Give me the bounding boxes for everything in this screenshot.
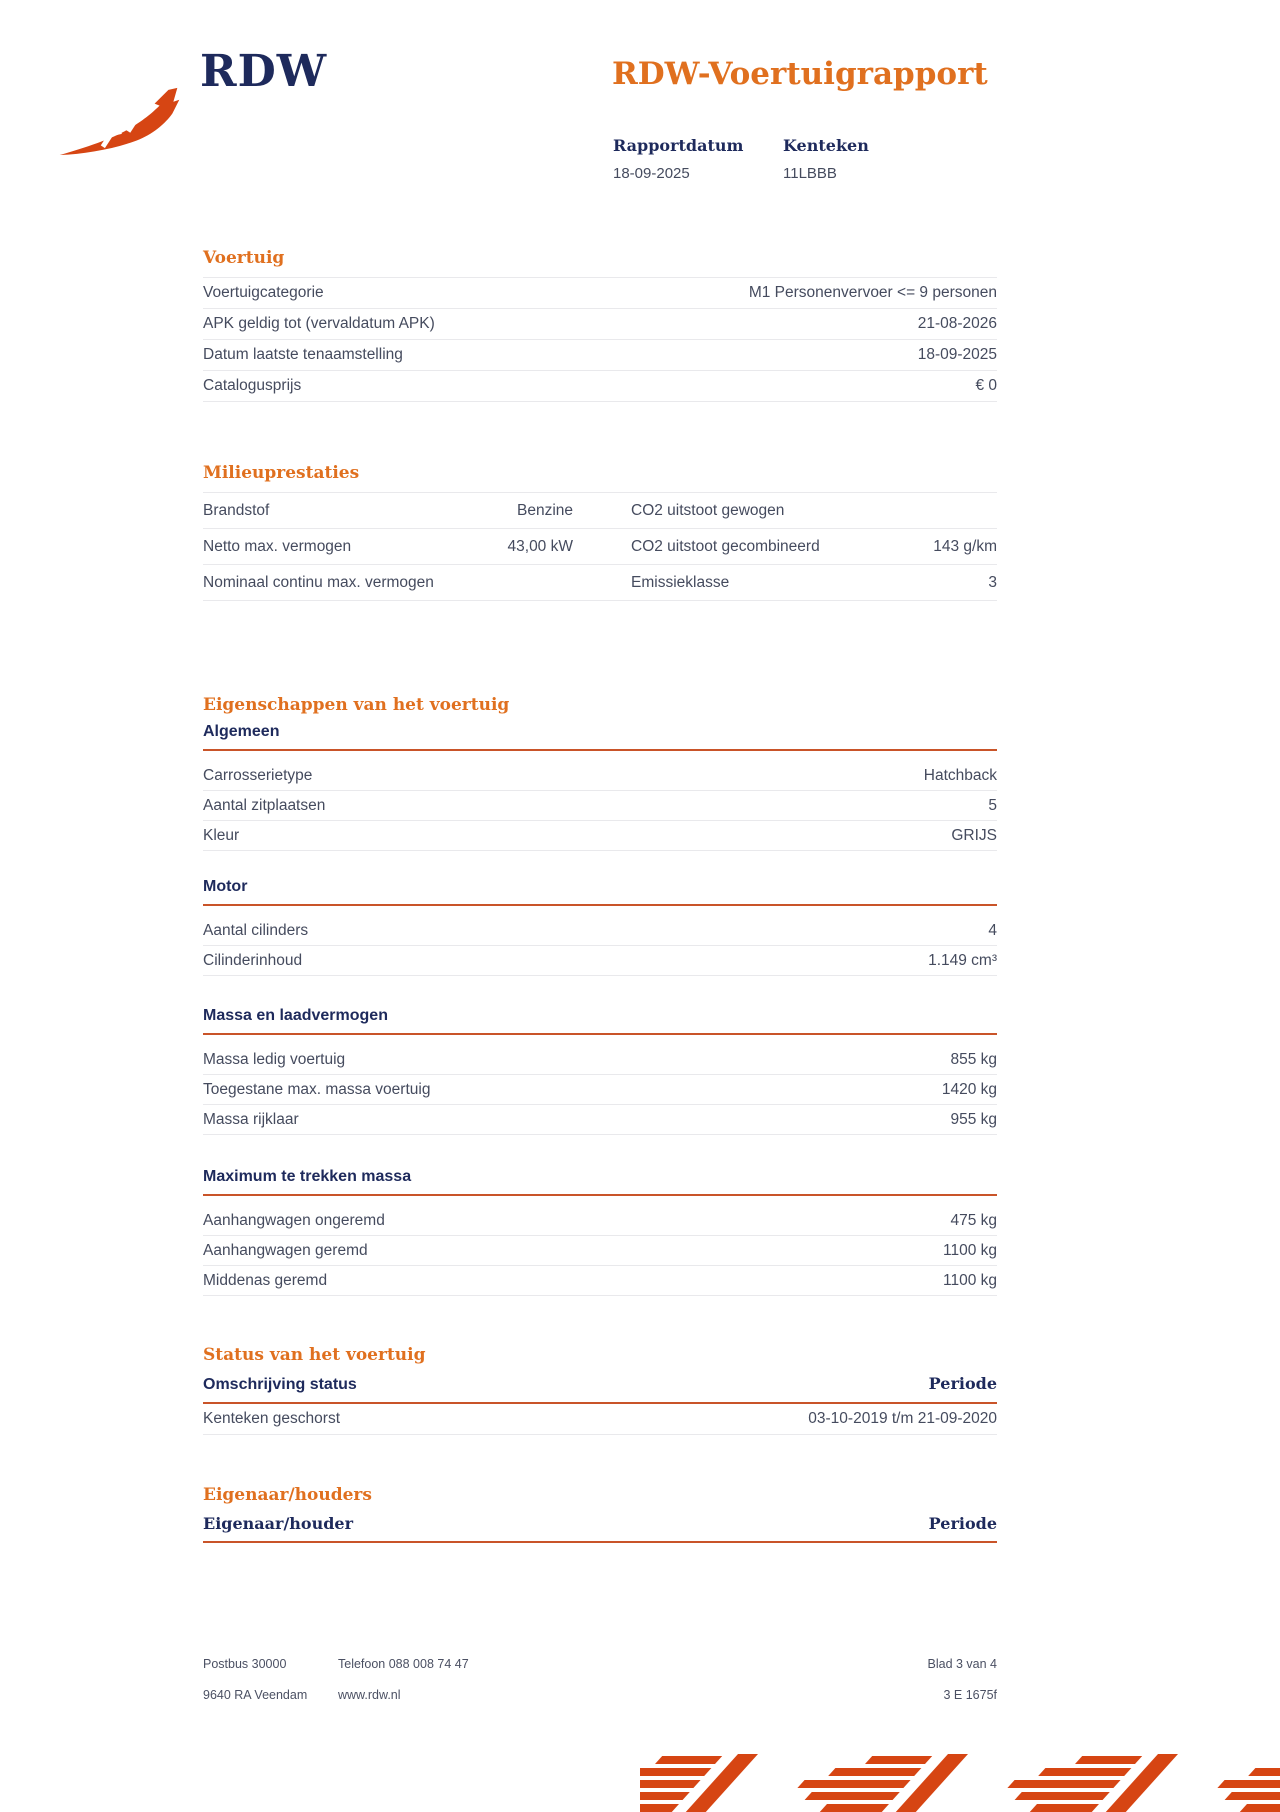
section-heading: Status van het voertuig bbox=[203, 1345, 426, 1365]
section-eigenaar-houders bbox=[203, 1485, 997, 1543]
table-row bbox=[203, 1404, 997, 1435]
row-label: CO2 uitstoot gecombineerd bbox=[631, 537, 820, 555]
table-row bbox=[203, 1236, 997, 1266]
column-header-periode: Periode bbox=[928, 1374, 997, 1393]
section-heading: Eigenschappen van het voertuig bbox=[203, 695, 510, 715]
table-row bbox=[203, 371, 997, 402]
rdw-logo-wordmark: RDW bbox=[200, 46, 328, 97]
row-label: APK geldig tot (vervaldatum APK) bbox=[203, 315, 435, 332]
section-status bbox=[203, 1345, 997, 1435]
section-heading: Milieuprestaties bbox=[203, 463, 997, 493]
row-label: Netto max. vermogen bbox=[203, 537, 352, 555]
kenteken-label: Kenteken bbox=[783, 136, 869, 155]
row-value: 143 g/km bbox=[933, 537, 997, 555]
rdw-stripes-graphic bbox=[640, 1754, 1280, 1812]
subsection-heading: Algemeen bbox=[203, 723, 280, 740]
subsection-maximum-trekken-massa bbox=[203, 1167, 997, 1296]
row-label: Catalogusprijs bbox=[203, 377, 302, 394]
footer-line bbox=[203, 1687, 997, 1703]
footer-page-indicator: Blad 3 van 4 bbox=[927, 1657, 997, 1671]
row-value: 855 kg bbox=[950, 1050, 997, 1068]
row-value: 1.149 cm³ bbox=[928, 951, 997, 969]
row-value: 43,00 kW bbox=[507, 537, 573, 555]
row-label: Massa ledig voertuig bbox=[203, 1050, 346, 1068]
section-heading: Eigenaar/houders bbox=[203, 1485, 372, 1505]
row-value: 4 bbox=[988, 921, 997, 939]
row-label: Middenas geremd bbox=[203, 1271, 328, 1289]
table-row bbox=[203, 761, 997, 791]
subsection-algemeen bbox=[203, 722, 997, 851]
row-value: Benzine bbox=[516, 501, 573, 519]
subsection-heading: Massa en laadvermogen bbox=[203, 1007, 388, 1024]
row-label: Kenteken geschorst bbox=[203, 1410, 341, 1427]
table-row bbox=[203, 340, 997, 371]
row-label: CO2 uitstoot gewogen bbox=[631, 501, 785, 519]
row-value: 1420 kg bbox=[941, 1080, 997, 1098]
row-value: 475 kg bbox=[950, 1211, 997, 1229]
table-row bbox=[203, 821, 997, 851]
row-value: 5 bbox=[988, 796, 997, 814]
row-label: Toegestane max. massa voertuig bbox=[203, 1080, 431, 1098]
row-value: M1 Personenvervoer <= 9 personen bbox=[748, 284, 997, 301]
table-row bbox=[203, 1206, 997, 1236]
row-label: Aantal cilinders bbox=[203, 921, 309, 939]
table-row bbox=[203, 791, 997, 821]
column-header-omschrijving: Omschrijving status bbox=[203, 1376, 357, 1393]
footer-postbus: Postbus 30000 bbox=[203, 1657, 287, 1671]
row-label: Kleur bbox=[203, 826, 240, 844]
footer-form-code: 3 E 1675f bbox=[943, 1688, 997, 1702]
column-header-periode: Periode bbox=[928, 1514, 997, 1533]
row-label: Voertuigcategorie bbox=[203, 284, 324, 301]
row-value: 1100 kg bbox=[942, 1241, 997, 1259]
row-label: Aantal zitplaatsen bbox=[203, 796, 326, 814]
page-title: RDW-Voertuigrapport bbox=[612, 56, 988, 92]
row-label: Nominaal continu max. vermogen bbox=[203, 573, 434, 591]
rdw-wing-logo-icon bbox=[55, 76, 187, 160]
row-value: 18-09-2025 bbox=[917, 346, 997, 363]
table-row bbox=[203, 1045, 997, 1075]
row-value: 03-10-2019 t/m 21-09-2020 bbox=[808, 1410, 997, 1427]
kenteken-value: 11LBBB bbox=[783, 165, 837, 182]
section-eigenschappen bbox=[203, 695, 997, 1296]
table-row bbox=[203, 1105, 997, 1135]
footer-city: 9640 RA Veendam bbox=[203, 1688, 308, 1702]
row-value: 3 bbox=[988, 573, 997, 591]
row-label: Emissieklasse bbox=[631, 573, 730, 591]
row-label: Carrosserietype bbox=[203, 766, 313, 784]
row-label: Aanhangwagen geremd bbox=[203, 1241, 368, 1259]
footer-line bbox=[203, 1656, 997, 1672]
column-header-eigenaar: Eigenaar/houder bbox=[203, 1514, 354, 1533]
table-row bbox=[203, 1266, 997, 1296]
subsection-massa-laadvermogen bbox=[203, 1006, 997, 1135]
row-label: Brandstof bbox=[203, 501, 270, 519]
table-row bbox=[203, 916, 997, 946]
table-row bbox=[203, 493, 997, 529]
table-header-row bbox=[203, 1514, 997, 1543]
row-label: Cilinderinhoud bbox=[203, 951, 303, 969]
table-row bbox=[203, 1075, 997, 1105]
section-milieuprestaties bbox=[203, 463, 997, 601]
row-value: Hatchback bbox=[923, 766, 997, 784]
table-header-row bbox=[203, 1374, 997, 1404]
row-value: 1100 kg bbox=[942, 1271, 997, 1289]
row-value: GRIJS bbox=[951, 826, 997, 844]
subsection-motor bbox=[203, 877, 997, 976]
row-value: € 0 bbox=[975, 377, 997, 394]
table-row bbox=[203, 278, 997, 309]
row-label: Massa rijklaar bbox=[203, 1110, 299, 1128]
subsection-heading: Maximum te trekken massa bbox=[203, 1168, 412, 1185]
row-label: Datum laatste tenaamstelling bbox=[203, 346, 403, 363]
table-row bbox=[203, 565, 997, 601]
row-label: Aanhangwagen ongeremd bbox=[203, 1211, 385, 1229]
row-value: 21-08-2026 bbox=[917, 315, 997, 332]
table-row bbox=[203, 309, 997, 340]
footer-website: www.rdw.nl bbox=[338, 1688, 401, 1702]
row-value: 955 kg bbox=[950, 1110, 997, 1128]
table-row bbox=[203, 946, 997, 976]
footer-telefoon: Telefoon 088 008 74 47 bbox=[338, 1657, 469, 1671]
rapportdatum-value: 18-09-2025 bbox=[613, 165, 690, 182]
page-footer bbox=[203, 1656, 997, 1703]
section-voertuig bbox=[203, 248, 997, 402]
subsection-heading: Motor bbox=[203, 878, 248, 895]
section-heading: Voertuig bbox=[203, 248, 997, 278]
rapportdatum-label: Rapportdatum bbox=[613, 136, 744, 155]
table-row bbox=[203, 529, 997, 565]
